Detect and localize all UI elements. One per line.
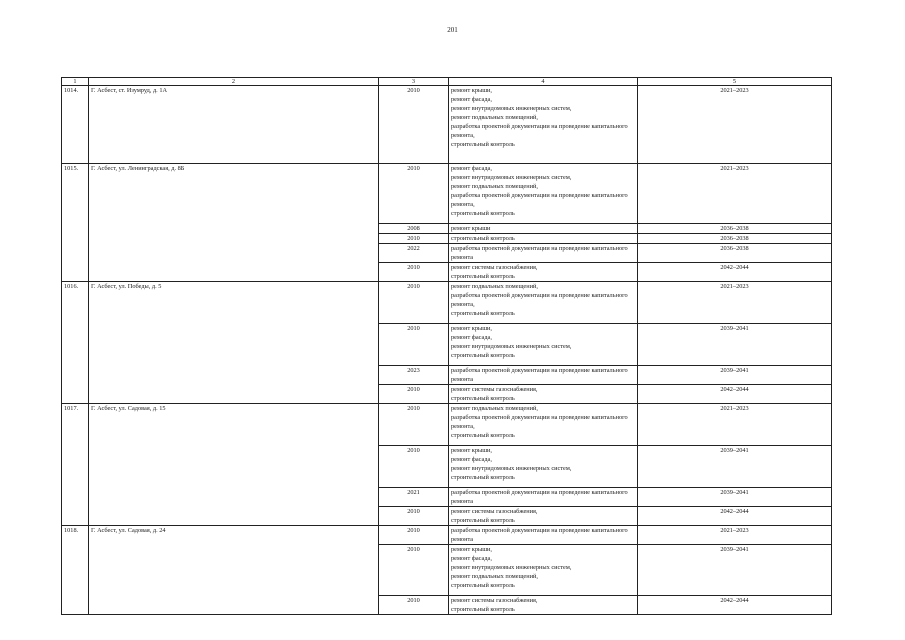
year-cell: 2010 — [379, 324, 449, 366]
page-number: 201 — [447, 26, 458, 34]
period-cell: 2021–2023 — [638, 164, 832, 224]
period-cell: 2039–2041 — [638, 545, 832, 596]
period-cell: 2021–2023 — [638, 86, 832, 164]
period-cell: 2042–2044 — [638, 507, 832, 526]
row-number: 1017. — [62, 404, 89, 526]
address-cell: Г. Асбест, ул. Победы, д. 5 — [89, 282, 379, 404]
year-cell: 2010 — [379, 545, 449, 596]
works-cell: ремонт системы газоснабжения, строительный контроль — [449, 507, 638, 526]
row-number: 1016. — [62, 282, 89, 404]
works-cell: ремонт крыши — [449, 224, 638, 234]
period-cell: 2039–2041 — [638, 488, 832, 507]
works-cell: строительный контроль — [449, 234, 638, 244]
year-cell: 2010 — [379, 263, 449, 282]
works-cell: ремонт системы газоснабжения, строительный контроль — [449, 385, 638, 404]
table-row — [62, 86, 832, 164]
address-cell: Г. Асбест, ул. Садовая, д. 15 — [89, 404, 379, 526]
row-number: 1015. — [62, 164, 89, 282]
period-cell: 2021–2023 — [638, 404, 832, 446]
works-cell: ремонт системы газоснабжения, строительный контроль — [449, 263, 638, 282]
year-cell: 2008 — [379, 224, 449, 234]
works-cell: разработка проектной документации на проведение капитального ремонта — [449, 366, 638, 385]
works-cell: ремонт фасада, ремонт внутридомовых инженерных систем, ремонт подвальных помещений, разработка проектной документации на проведение капитального ремонта, строительный контроль — [449, 164, 638, 224]
year-cell: 2023 — [379, 366, 449, 385]
table-row — [62, 164, 832, 224]
works-cell: разработка проектной документации на проведение капитального ремонта — [449, 488, 638, 507]
header-col-1: 1 — [62, 78, 89, 86]
table-row — [62, 526, 832, 545]
period-cell: 2042–2044 — [638, 596, 832, 615]
header-col-5: 5 — [638, 78, 832, 86]
capital-repair-table — [61, 77, 832, 615]
period-cell: 2042–2044 — [638, 263, 832, 282]
year-cell: 2021 — [379, 488, 449, 507]
period-cell: 2021–2023 — [638, 526, 832, 545]
works-cell: разработка проектной документации на проведение капитального ремонта — [449, 526, 638, 545]
year-cell: 2010 — [379, 282, 449, 324]
period-cell: 2036–2038 — [638, 234, 832, 244]
table-row — [62, 404, 832, 446]
works-cell: ремонт крыши, ремонт фасада, ремонт внутридомовых инженерных систем, ремонт подвальных помещений, строительный контроль — [449, 545, 638, 596]
period-cell: 2039–2041 — [638, 446, 832, 488]
row-number: 1014. — [62, 86, 89, 164]
works-cell: ремонт подвальных помещений, разработка проектной документации на проведение капитального ремонта, строительный контроль — [449, 404, 638, 446]
period-cell: 2021–2023 — [638, 282, 832, 324]
period-cell: 2036–2038 — [638, 244, 832, 263]
year-cell: 2010 — [379, 234, 449, 244]
header-row — [62, 78, 832, 86]
header-col-3: 3 — [379, 78, 449, 86]
year-cell: 2010 — [379, 86, 449, 164]
period-cell: 2036–2038 — [638, 224, 832, 234]
year-cell: 2010 — [379, 164, 449, 224]
year-cell: 2010 — [379, 446, 449, 488]
works-cell: ремонт системы газоснабжения, строительный контроль — [449, 596, 638, 615]
works-cell: разработка проектной документации на проведение капитального ремонта — [449, 244, 638, 263]
address-cell: Г. Асбест, ул. Садовая, д. 24 — [89, 526, 379, 615]
header-col-4: 4 — [449, 78, 638, 86]
year-cell: 2022 — [379, 244, 449, 263]
period-cell: 2039–2041 — [638, 324, 832, 366]
year-cell: 2010 — [379, 596, 449, 615]
year-cell: 2010 — [379, 385, 449, 404]
year-cell: 2010 — [379, 404, 449, 446]
year-cell: 2010 — [379, 526, 449, 545]
year-cell: 2010 — [379, 507, 449, 526]
address-cell: Г. Асбест, ст. Изумруд, д. 1А — [89, 86, 379, 164]
header-col-2: 2 — [89, 78, 379, 86]
works-cell: ремонт подвальных помещений, разработка проектной документации на проведение капитального ремонта, строительный контроль — [449, 282, 638, 324]
works-cell: ремонт крыши, ремонт фасада, ремонт внутридомовых инженерных систем, ремонт подвальных помещений, разработка проектной документации на проведение капитального ремонта, строительный контроль — [449, 86, 638, 164]
period-cell: 2042–2044 — [638, 385, 832, 404]
works-cell: ремонт крыши, ремонт фасада, ремонт внутридомовых инженерных систем, строительный контроль — [449, 324, 638, 366]
row-number: 1018. — [62, 526, 89, 615]
period-cell: 2039–2041 — [638, 366, 832, 385]
table-row — [62, 282, 832, 324]
address-cell: Г. Асбест, ул. Ленинградская, д. 8Б — [89, 164, 379, 282]
works-cell: ремонт крыши, ремонт фасада, ремонт внутридомовых инженерных систем, строительный контроль — [449, 446, 638, 488]
